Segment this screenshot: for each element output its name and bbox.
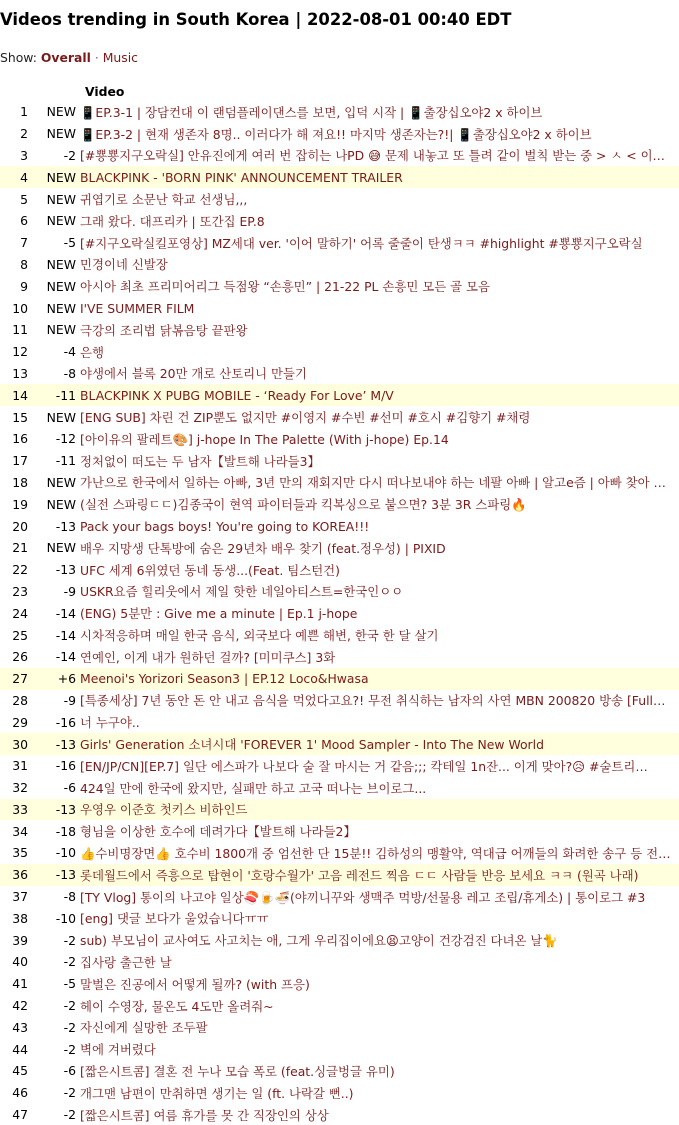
table-body bbox=[0, 101, 679, 1125]
video-cell bbox=[80, 733, 679, 755]
rank-column-header bbox=[0, 82, 38, 101]
rank-change-cell: -6 bbox=[63, 1063, 76, 1079]
video-title-link[interactable]: 가난으로 한국에서 일하는 아빠, 3년 만의 재회지만 다시 떠나보내야 하는 네팔 아빠 | 알고e즘 | 아빠 찾아 … bbox=[80, 475, 666, 491]
table-row bbox=[0, 907, 679, 929]
video-title-link[interactable]: (ENG) 5분만 : Give me a minute | Ep.1 j-hope bbox=[80, 606, 358, 622]
video-title-link[interactable]: 형님을 이상한 호수에 데려가다【발트해 나라들2】 bbox=[80, 824, 356, 840]
video-cell bbox=[80, 341, 679, 363]
video-title-link[interactable]: 집사랑 출근한 날 bbox=[80, 954, 172, 970]
rank-change-cell: -2 bbox=[63, 932, 76, 948]
rank-cell: 46 bbox=[12, 1085, 28, 1101]
table-row bbox=[0, 646, 679, 668]
table-row bbox=[0, 951, 679, 973]
video-cell bbox=[80, 297, 679, 319]
rank-cell: 23 bbox=[12, 583, 28, 599]
video-cell bbox=[80, 624, 679, 646]
video-title-link[interactable]: 개그맨 남편이 만취하면 생기는 일 (ft. 나락갈 뻔..) bbox=[80, 1085, 354, 1101]
rank-change-cell: -2 bbox=[63, 1041, 76, 1057]
table-row bbox=[0, 842, 679, 864]
rank-cell: 4 bbox=[0, 166, 38, 188]
table-row bbox=[0, 1016, 679, 1038]
table-row bbox=[0, 602, 679, 624]
rank-cell: 10 bbox=[12, 300, 28, 316]
table-row bbox=[0, 275, 679, 297]
rank-cell: 8 bbox=[20, 256, 28, 272]
rank-change-cell: -11 bbox=[38, 384, 80, 406]
table-row bbox=[0, 232, 679, 254]
video-cell bbox=[80, 450, 679, 472]
rank-change-cell: -18 bbox=[55, 823, 76, 839]
video-cell bbox=[80, 1104, 679, 1125]
video-cell bbox=[80, 646, 679, 668]
video-cell bbox=[80, 995, 679, 1017]
video-cell bbox=[80, 799, 679, 821]
filter-music-link[interactable]: Music bbox=[102, 50, 138, 65]
rank-change-cell: -10 bbox=[55, 845, 76, 861]
video-cell bbox=[80, 886, 679, 908]
rank-cell: 3 bbox=[20, 147, 28, 163]
rank-change-cell: -2 bbox=[63, 1085, 76, 1101]
rank-cell: 11 bbox=[12, 322, 28, 338]
rank-cell: 41 bbox=[12, 976, 28, 992]
video-column-header bbox=[80, 82, 679, 101]
rank-change-cell: -13 bbox=[38, 799, 80, 821]
table-row bbox=[0, 1038, 679, 1060]
rank-change-cell: -12 bbox=[55, 431, 76, 447]
table-row bbox=[0, 166, 679, 188]
filter-overall-link[interactable]: Overall bbox=[40, 50, 91, 65]
table-row bbox=[0, 733, 679, 755]
rank-cell: 30 bbox=[0, 733, 38, 755]
rank-cell: 39 bbox=[12, 932, 28, 948]
video-cell bbox=[80, 537, 679, 559]
table-row bbox=[0, 384, 679, 406]
rank-cell: 16 bbox=[12, 431, 28, 447]
video-title-link[interactable]: 📱EP.3-2 | 현재 생존자 8명.. 이러다가 해 져요!! 마지막 생존자는?!| 📱출장십오야2 x 하이브 bbox=[80, 126, 592, 142]
video-title-link[interactable]: 너 누구야.. bbox=[80, 715, 140, 731]
page-title: Videos trending in South Korea | 2022-08-01 00:40 EDT bbox=[0, 10, 512, 29]
rank-cell: 27 bbox=[0, 668, 38, 690]
video-title-link[interactable]: (실전 스파링ㄷㄷ)김종국이 현역 파이터들과 킥복싱으로 붙으면? 3분 3R 스파링🔥 bbox=[80, 497, 527, 513]
video-cell bbox=[80, 275, 679, 297]
rank-cell: 45 bbox=[12, 1063, 28, 1079]
rank-cell: 12 bbox=[12, 344, 28, 360]
rank-change-cell: +6 bbox=[38, 668, 80, 690]
table-row bbox=[0, 145, 679, 167]
rank-cell: 35 bbox=[12, 845, 28, 861]
rank-change-cell: NEW bbox=[46, 300, 76, 316]
rank-change-cell: NEW bbox=[46, 474, 76, 490]
video-cell bbox=[80, 1016, 679, 1038]
video-cell bbox=[80, 559, 679, 581]
rank-cell: 13 bbox=[12, 365, 28, 381]
video-cell bbox=[80, 515, 679, 537]
video-cell bbox=[80, 232, 679, 254]
rank-change-cell: -8 bbox=[63, 365, 76, 381]
rank-change-cell: -16 bbox=[55, 714, 76, 730]
video-title-link[interactable]: [EN/JP/CN][EP.7] 일단 에스파가 나보다 술 잘 마시는 거 같음;;; 칵테일 1n잔... 이게 맞아?😥 #술트리… bbox=[80, 758, 648, 774]
video-cell bbox=[80, 602, 679, 624]
rank-cell: 36 bbox=[0, 864, 38, 886]
video-title-link[interactable]: [짧은시트콤] 여름 휴가를 못 간 직장인의 상상 bbox=[80, 1107, 329, 1123]
rank-change-cell: -2 bbox=[63, 1107, 76, 1123]
rank-change-cell: -2 bbox=[63, 147, 76, 163]
rank-cell: 21 bbox=[12, 540, 28, 556]
rank-change-cell: -2 bbox=[63, 954, 76, 970]
table-row bbox=[0, 319, 679, 341]
table-row bbox=[0, 450, 679, 472]
video-cell bbox=[80, 101, 679, 123]
video-title-link[interactable]: [ENG SUB] 차린 건 ZIP뿐도 없지만 #이영지 #수빈 #선미 #호시 #김향기 #채령 bbox=[80, 410, 531, 426]
rank-change-cell: NEW bbox=[46, 191, 76, 207]
rank-cell: 29 bbox=[12, 714, 28, 730]
video-cell bbox=[80, 820, 679, 842]
rank-cell: 24 bbox=[12, 605, 28, 621]
video-title-link[interactable]: 👍수비명장면👍 호수비 1800개 중 엄선한 단 15분!! 김하성의 맹활약, 역대급 어깨들의 화려한 송구 등 전… bbox=[80, 845, 671, 861]
video-title-link[interactable]: 헤이 수영장, 물온도 4도만 올려줘~ bbox=[80, 998, 274, 1014]
rank-change-cell: -2 bbox=[63, 1019, 76, 1035]
table-row bbox=[0, 363, 679, 385]
table-row bbox=[0, 188, 679, 210]
table-row bbox=[0, 406, 679, 428]
table-row bbox=[0, 995, 679, 1017]
video-title-link[interactable]: [#지구오락실킬포영상] MZ세대 ver. '이어 말하기' 어록 줄줄이 탄생ㅋㅋ #highlight #뿅뿅지구오락실 bbox=[80, 235, 643, 251]
video-title-link[interactable]: [짧은시트콤] 결혼 전 누나 모습 폭로 (feat.싱글벙글 유미) bbox=[80, 1063, 395, 1079]
video-cell bbox=[80, 363, 679, 385]
rank-change-cell: NEW bbox=[46, 126, 76, 142]
rank-change-cell: -4 bbox=[63, 344, 76, 360]
rank-change-cell: NEW bbox=[46, 322, 76, 338]
video-title-link[interactable]: Pack your bags boys! You're going to KOREA!!! bbox=[80, 518, 370, 534]
rank-cell: 31 bbox=[12, 758, 28, 774]
table-row bbox=[0, 428, 679, 450]
rank-change-cell: -9 bbox=[63, 583, 76, 599]
video-title-link[interactable]: I'VE SUMMER FILM bbox=[80, 300, 195, 316]
video-title-link[interactable]: [특종세상] 7년 동안 돈 안 내고 음식을 먹었다고요?! 무전 취식하는 남자의 사연 MBN 200820 방송 [Full… bbox=[80, 693, 666, 709]
table-row bbox=[0, 777, 679, 799]
video-title-link[interactable]: 배우 지망생 단톡방에 숨은 29년차 배우 찾기 (feat.정우성) | PIXID bbox=[80, 540, 446, 556]
rank-change-cell: -5 bbox=[63, 976, 76, 992]
video-cell bbox=[80, 493, 679, 515]
video-cell bbox=[80, 973, 679, 995]
table-row bbox=[0, 711, 679, 733]
rank-cell: 25 bbox=[12, 627, 28, 643]
video-title-link[interactable]: 극강의 조리법 닭볶음탕 끝판왕 bbox=[80, 322, 248, 338]
video-cell bbox=[80, 384, 679, 406]
video-cell bbox=[80, 690, 679, 712]
rank-cell: 37 bbox=[12, 889, 28, 905]
rank-cell: 17 bbox=[12, 453, 28, 469]
video-title-link[interactable]: sub) 부모님이 교사여도 사고치는 애, 그게 우리집이에요😫고양이 건강검진 다녀온 날🐈 bbox=[80, 933, 558, 949]
table-row bbox=[0, 624, 679, 646]
rank-change-cell: -13 bbox=[38, 733, 80, 755]
video-title-link[interactable]: 벽에 겨버렸다 bbox=[80, 1042, 156, 1058]
table-row bbox=[0, 123, 679, 145]
rank-cell: 47 bbox=[12, 1107, 28, 1123]
video-cell bbox=[80, 123, 679, 145]
table-row bbox=[0, 537, 679, 559]
rank-change-cell: NEW bbox=[46, 496, 76, 512]
video-cell bbox=[80, 864, 679, 886]
rank-change-cell: NEW bbox=[46, 256, 76, 272]
video-cell bbox=[80, 1082, 679, 1104]
video-cell bbox=[80, 777, 679, 799]
video-column-label: Video bbox=[85, 84, 125, 99]
rank-change-cell: -13 bbox=[38, 864, 80, 886]
rank-cell: 40 bbox=[12, 954, 28, 970]
rank-change-cell: NEW bbox=[46, 278, 76, 294]
video-title-link[interactable]: Meenoi's Yorizori Season3 | EP.12 Loco&Hwasa bbox=[80, 671, 369, 687]
table-row bbox=[0, 210, 679, 232]
table-row bbox=[0, 581, 679, 603]
rank-change-cell: NEW bbox=[46, 104, 76, 120]
rank-cell: 33 bbox=[0, 799, 38, 821]
rank-cell: 34 bbox=[12, 823, 28, 839]
table-row bbox=[0, 973, 679, 995]
video-title-link[interactable]: 롯데월드에서 즉흥으로 탑현이 '호랑수월가' 고음 레전드 찍음 ㄷㄷ 사람들 반응 보세요 ㅋㅋ (원곡 나래) bbox=[80, 867, 639, 883]
change-column-header bbox=[38, 82, 80, 101]
video-title-link[interactable]: Girls' Generation 소녀시대 'FOREVER 1' Mood Sampler - Into The New World bbox=[80, 737, 544, 752]
video-title-link[interactable]: 민경이네 신발장 bbox=[80, 257, 168, 273]
video-title-link[interactable]: [#뿅뿅지구오락실] 안유진에게 여러 번 잡히는 나PD 😅 문제 내놓고 또 틀려 같이 벌칙 받는 중 > ㅅ < 이… bbox=[80, 148, 665, 164]
table-row bbox=[0, 254, 679, 276]
rank-cell: 42 bbox=[12, 998, 28, 1014]
table-row bbox=[0, 690, 679, 712]
rank-change-cell: NEW bbox=[38, 166, 80, 188]
table-row bbox=[0, 1104, 679, 1125]
video-cell bbox=[80, 472, 679, 494]
rank-cell: 5 bbox=[20, 191, 28, 207]
video-cell bbox=[80, 319, 679, 341]
table-row bbox=[0, 341, 679, 363]
rank-cell: 2 bbox=[20, 126, 28, 142]
video-cell bbox=[80, 907, 679, 929]
rank-cell: 44 bbox=[12, 1041, 28, 1057]
table-row bbox=[0, 886, 679, 908]
video-cell bbox=[80, 842, 679, 864]
rank-change-cell: -14 bbox=[55, 627, 76, 643]
rank-cell: 19 bbox=[12, 496, 28, 512]
table-row bbox=[0, 101, 679, 123]
rank-change-cell: -11 bbox=[55, 453, 76, 469]
rank-change-cell: -14 bbox=[55, 649, 76, 665]
rank-cell: 15 bbox=[12, 409, 28, 425]
video-cell bbox=[80, 210, 679, 232]
rank-change-cell: NEW bbox=[46, 213, 76, 229]
video-cell bbox=[80, 166, 679, 188]
video-title-link[interactable]: 정처없이 떠도는 두 남자【발트해 나라들3】 bbox=[80, 453, 320, 469]
video-title-link[interactable]: 연예인, 이게 내가 원하던 걸까? [미미쿠스] 3화 bbox=[80, 649, 336, 665]
table-row bbox=[0, 799, 679, 821]
table-header-row bbox=[0, 82, 679, 101]
video-cell bbox=[80, 1038, 679, 1060]
video-title-link[interactable]: [eng] 댓글 보다가 울었습니다ㅠㅠ bbox=[80, 911, 269, 927]
video-cell bbox=[80, 428, 679, 450]
table-row bbox=[0, 1060, 679, 1082]
video-title-link[interactable]: BLACKPINK - 'BORN PINK' ANNOUNCEMENT TRAILER bbox=[80, 169, 403, 185]
video-cell bbox=[80, 406, 679, 428]
rank-change-cell: -9 bbox=[63, 692, 76, 708]
table-row bbox=[0, 864, 679, 886]
table-row bbox=[0, 755, 679, 777]
video-cell bbox=[80, 711, 679, 733]
rank-change-cell: -5 bbox=[63, 235, 76, 251]
table-row bbox=[0, 668, 679, 690]
video-title-link[interactable]: 424일 만에 한국에 왔지만, 실패만 하고 고국 떠나는 브이로그... bbox=[80, 780, 427, 796]
trending-table bbox=[0, 82, 679, 1125]
video-title-link[interactable]: USKR요즘 힐리웃에서 제일 핫한 네일아티스트=한국인ㅇㅇ bbox=[80, 584, 404, 600]
rank-cell: 18 bbox=[12, 474, 28, 490]
video-title-link[interactable]: 우영우 이준호 첫키스 비하인드 bbox=[80, 802, 248, 818]
video-cell bbox=[80, 188, 679, 210]
rank-cell: 20 bbox=[12, 518, 28, 534]
video-title-link[interactable]: 말벌은 진공에서 어떻게 될까? (with 프응) bbox=[80, 976, 310, 992]
rank-cell: 7 bbox=[20, 235, 28, 251]
video-title-link[interactable]: 그래 왔다. 대프리카 | 또간집 EP.8 bbox=[80, 213, 265, 229]
video-title-link[interactable]: 자신에게 실망한 조두팔 bbox=[80, 1020, 208, 1036]
rank-change-cell: -14 bbox=[55, 605, 76, 621]
rank-cell: 22 bbox=[12, 562, 28, 578]
video-title-link[interactable]: [TY Vlog] 통이의 나고야 일상🍣🍺🍜(야끼니꾸와 생맥주 먹방/선물용 레고 조립/휴게소) | 통이로그 #3 bbox=[80, 889, 646, 905]
video-title-link[interactable]: 시차적응하며 매일 한국 음식, 외국보다 예쁜 해변, 한국 한 달 살기 bbox=[80, 628, 439, 644]
table-row bbox=[0, 929, 679, 951]
rank-cell: 14 bbox=[0, 384, 38, 406]
rank-cell: 38 bbox=[12, 910, 28, 926]
video-cell bbox=[80, 668, 679, 690]
rank-cell: 28 bbox=[12, 692, 28, 708]
rank-change-cell: -8 bbox=[63, 889, 76, 905]
video-title-link[interactable]: BLACKPINK X PUBG MOBILE - ‘Ready For Love’ M/V bbox=[80, 387, 394, 403]
rank-cell: 43 bbox=[12, 1019, 28, 1035]
video-title-link[interactable]: UFC 세계 6위였던 동네 동생...(Feat. 팀스턴건) bbox=[80, 562, 340, 578]
table-row bbox=[0, 559, 679, 581]
rank-change-cell: -13 bbox=[55, 518, 76, 534]
table-row bbox=[0, 472, 679, 494]
video-cell bbox=[80, 254, 679, 276]
rank-change-cell: -16 bbox=[55, 758, 76, 774]
video-title-link[interactable]: [아이유의 팔레트🎨] j-hope In The Palette (With j-hope) Ep.14 bbox=[80, 431, 449, 447]
video-cell bbox=[80, 145, 679, 167]
video-cell bbox=[80, 755, 679, 777]
table-row bbox=[0, 493, 679, 515]
show-label: Show: bbox=[0, 50, 37, 65]
rank-change-cell: -6 bbox=[63, 780, 76, 796]
rank-change-cell: NEW bbox=[46, 409, 76, 425]
video-cell bbox=[80, 1060, 679, 1082]
rank-change-cell: -10 bbox=[55, 910, 76, 926]
rank-change-cell: -13 bbox=[55, 562, 76, 578]
rank-cell: 1 bbox=[20, 104, 28, 120]
video-cell bbox=[80, 929, 679, 951]
rank-change-cell: NEW bbox=[46, 540, 76, 556]
video-cell bbox=[80, 581, 679, 603]
video-cell bbox=[80, 951, 679, 973]
rank-change-cell: -2 bbox=[63, 998, 76, 1014]
video-title-link[interactable]: 귀엽기로 소문난 학교 선생님,,, bbox=[80, 192, 248, 208]
table-row bbox=[0, 297, 679, 319]
filter-bar bbox=[0, 50, 138, 65]
rank-cell: 32 bbox=[12, 780, 28, 796]
video-title-link[interactable]: 📱EP.3-1 | 장담컨대 이 랜덤플레이댄스를 보면, 입덕 시작 | 📱출장십오야2 x 하이브 bbox=[80, 104, 543, 120]
rank-cell: 6 bbox=[20, 213, 28, 229]
filter-separator: · bbox=[94, 50, 99, 65]
table-row bbox=[0, 515, 679, 537]
rank-cell: 9 bbox=[20, 278, 28, 294]
table-row bbox=[0, 820, 679, 842]
video-title-link[interactable]: 은행 bbox=[80, 344, 104, 360]
table-row bbox=[0, 1082, 679, 1104]
video-title-link[interactable]: 야생에서 블록 20만 개로 산토리니 만들기 bbox=[80, 366, 307, 382]
rank-cell: 26 bbox=[12, 649, 28, 665]
video-title-link[interactable]: 아시아 최초 프리미어리그 득점왕 “손흥민” | 21-22 PL 손흥민 모든 골 모음 bbox=[80, 279, 490, 295]
